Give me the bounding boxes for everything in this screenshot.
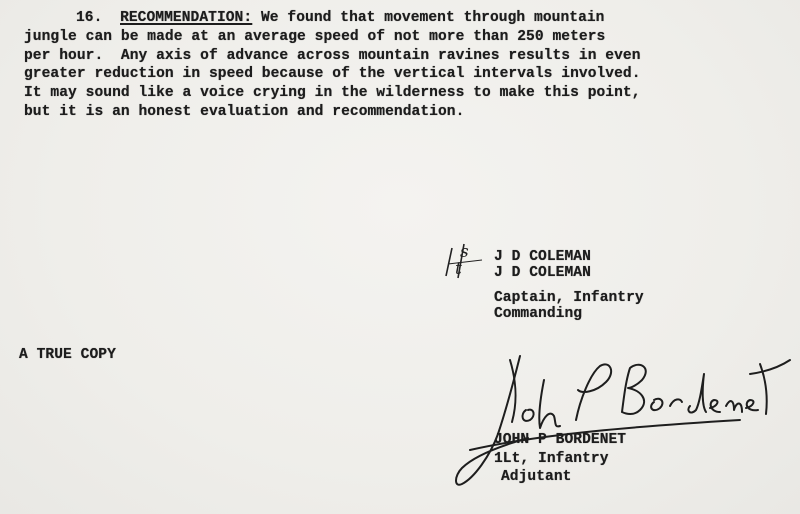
commander-role: Commanding <box>494 306 583 322</box>
typed-name: J D COLEMAN <box>494 265 591 281</box>
adjutant-role: Adjutant <box>501 469 572 485</box>
first-line-text: We found that movement through mountain <box>252 10 605 26</box>
commander-rank: Captain, Infantry <box>494 290 644 306</box>
paragraph-line: per hour. Any axis of advance across mountain ravines results in even <box>24 48 641 64</box>
paragraph-line: but it is an honest evaluation and recommendation. <box>24 104 465 120</box>
adjutant-name: JOHN P BORDENET <box>494 432 627 448</box>
paragraph-first-line <box>76 10 605 26</box>
true-copy-label: A TRUE COPY <box>19 347 116 363</box>
typed-mark: t <box>455 259 462 279</box>
signed-mark: s <box>460 242 469 262</box>
signed-name: J D COLEMAN <box>494 249 591 265</box>
paragraph-line: It may sound like a voice crying in the wilderness to make this point, <box>24 85 641 101</box>
signature-marks-icon <box>440 242 500 292</box>
adjutant-rank: 1Lt, Infantry <box>494 451 609 467</box>
paragraph-line: greater reduction in speed because of the vertical intervals involved. <box>24 66 641 82</box>
handwritten-signature-icon <box>440 350 800 500</box>
paragraph-line: jungle can be made at an average speed of not more than 250 meters <box>24 29 606 45</box>
paragraph-number: 16. <box>76 10 103 26</box>
recommendation-heading: RECOMMENDATION: <box>120 10 253 26</box>
